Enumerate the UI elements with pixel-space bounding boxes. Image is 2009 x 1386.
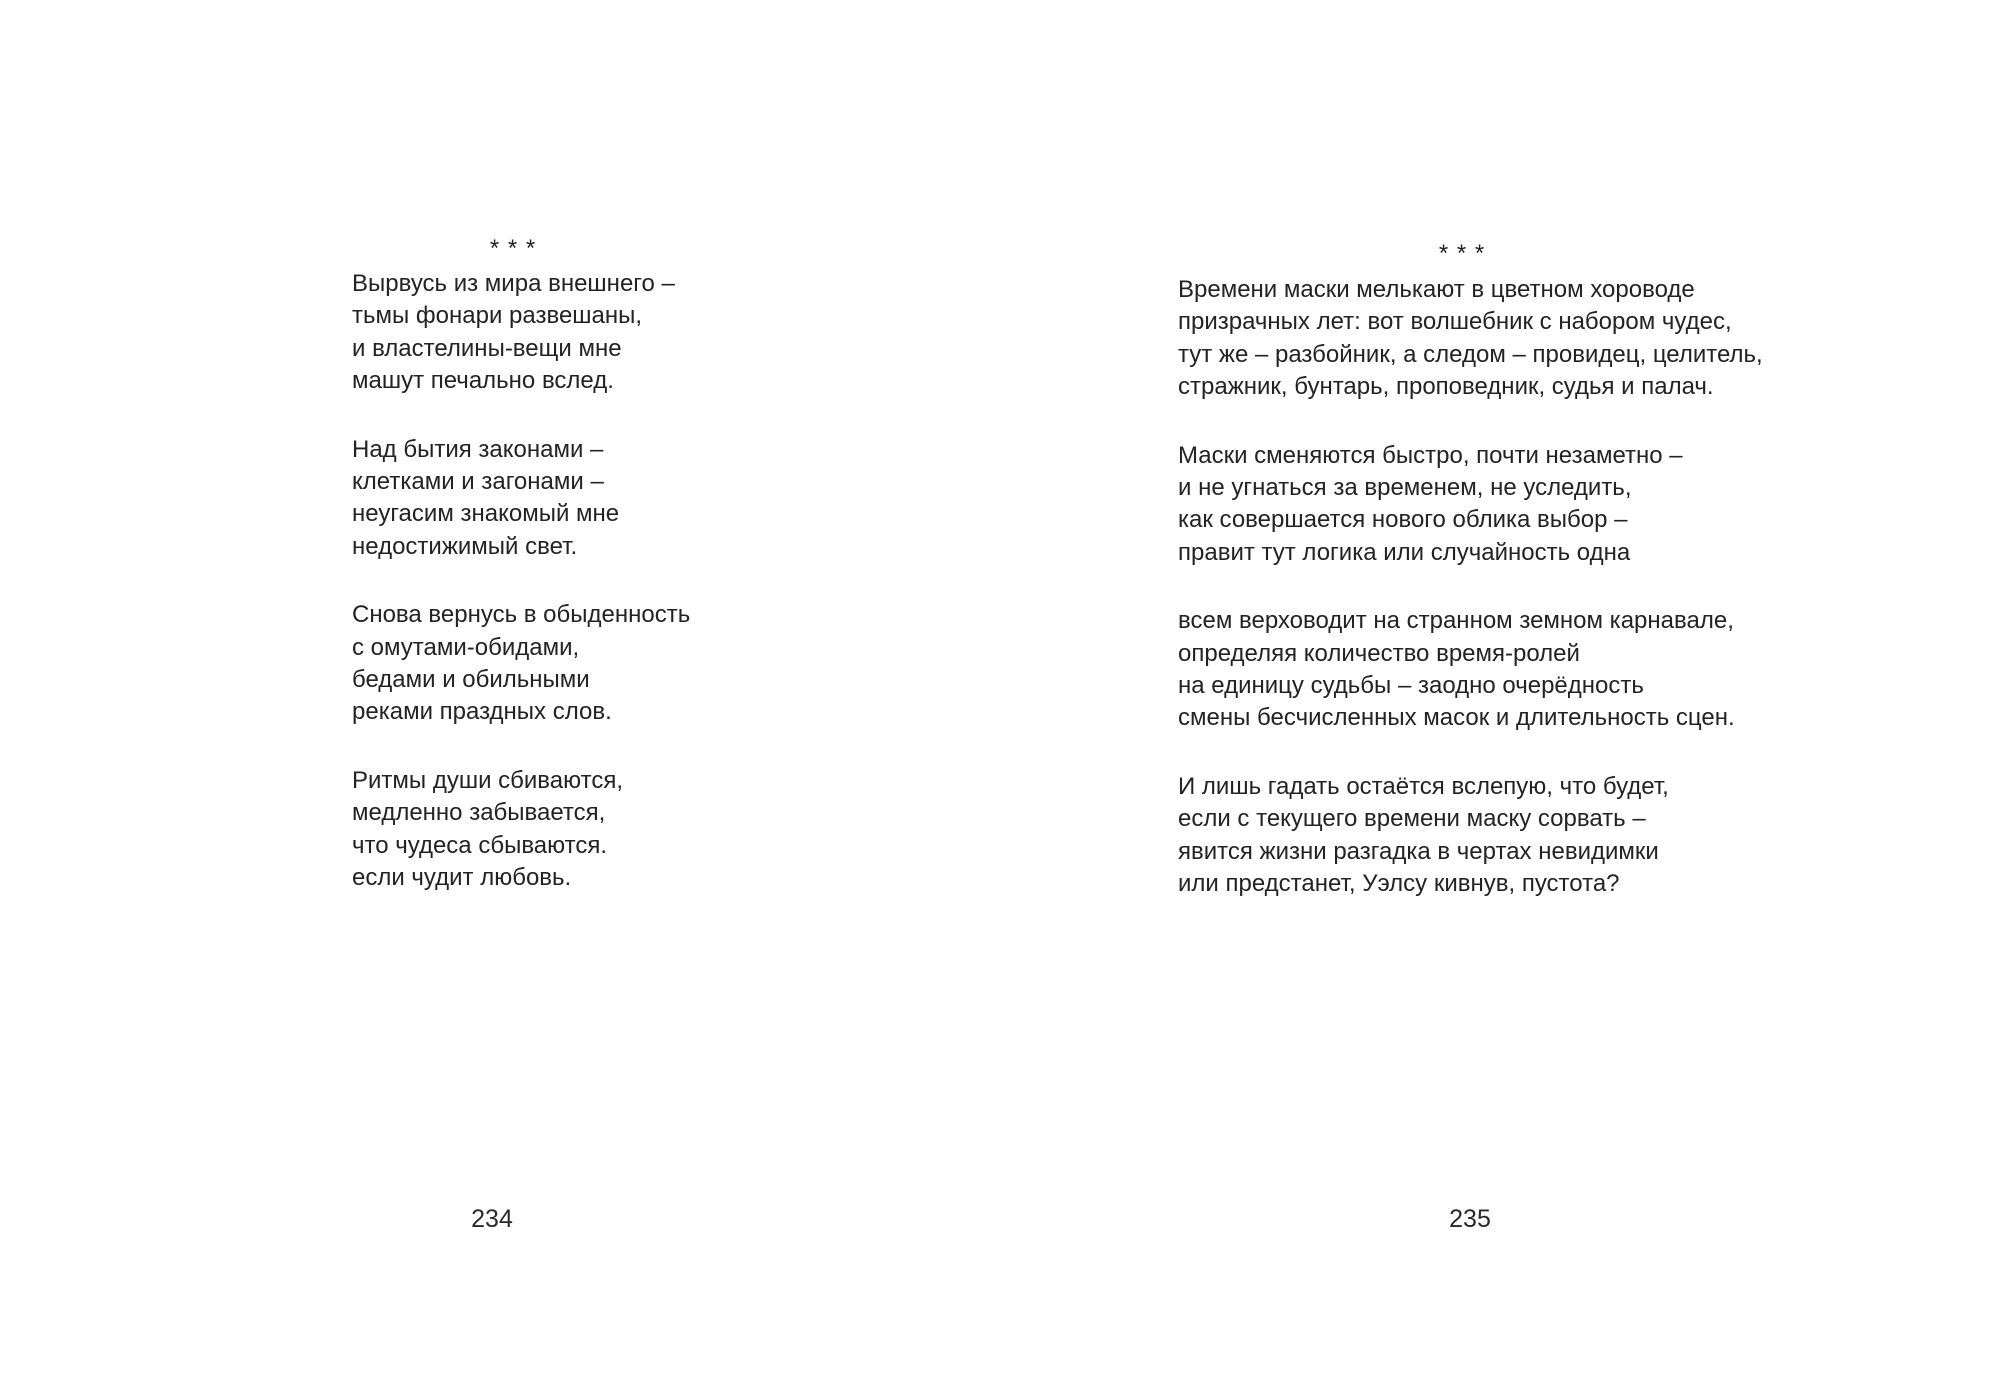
- poem-line: Маски сменяются быстро, почти незаметно –: [1178, 441, 1683, 469]
- stanza: [352, 599, 690, 729]
- poem-line: стражник, бунтарь, проповедник, судья и палач.: [1178, 373, 1714, 401]
- page-number-right: 235: [1449, 1205, 1491, 1233]
- poem-line: Снова вернусь в обыденность: [352, 601, 691, 629]
- poem-line: на единицу судьбы – заодно очерёдность: [1178, 672, 1644, 700]
- poem-line: или предстанет, Уэлсу кивнув, пустота?: [1178, 870, 1620, 898]
- poem-line: как совершается нового облика выбор –: [1178, 506, 1628, 534]
- poem-line: всем верховодит на странном земном карнавале,: [1178, 607, 1734, 635]
- poem-line: что чудеса сбываются.: [352, 831, 607, 859]
- poem-line: недостижимый свет.: [352, 532, 578, 560]
- poem-line: явится жизни разгадка в чертах невидимки: [1178, 837, 1659, 865]
- asterisk-separator-left: * * *: [489, 235, 537, 262]
- poem-line: неугасим знакомый мне: [352, 500, 620, 528]
- poem-line: смены бесчисленных масок и длительность сцен.: [1178, 704, 1735, 732]
- poem-line: клетками и загонами –: [352, 468, 604, 496]
- poem-line: медленно забывается,: [352, 799, 606, 827]
- poem-line: Над бытия законами –: [352, 435, 604, 463]
- page-number-left: 234: [471, 1205, 513, 1233]
- poem-line: если чудит любовь.: [352, 864, 572, 892]
- poem-line: реками праздных слов.: [352, 698, 612, 726]
- poem-line: бедами и обильными: [352, 666, 590, 694]
- poem-line: и властелины-вещи мне: [352, 334, 622, 362]
- asterisk-separator-right: * * *: [1438, 240, 1486, 267]
- poem-line: машут печально вслед.: [352, 367, 614, 395]
- poem-line: правит тут логика или случайность одна: [1178, 538, 1631, 566]
- poem-line: тут же – разбойник, а следом – провидец, целитель,: [1178, 340, 1763, 368]
- poem-left: [352, 268, 690, 931]
- poem-line: определяя количество время-ролей: [1178, 639, 1580, 667]
- poem-line: призрачных лет: вот волшебник с набором чудес,: [1178, 308, 1732, 336]
- stanza: [1178, 440, 1763, 570]
- poem-line: тьмы фонари развешаны,: [352, 302, 643, 330]
- poem-line: И лишь гадать остаётся вслепую, что будет,: [1178, 772, 1669, 800]
- stanza: [352, 765, 690, 895]
- poem-line: с омутами-обидами,: [352, 633, 580, 661]
- stanza: [1178, 274, 1763, 404]
- stanza: [1178, 771, 1763, 901]
- stanza: [1178, 605, 1763, 735]
- poem-line: Времени маски мелькают в цветном хороводе: [1178, 276, 1695, 303]
- stanza: [352, 268, 690, 398]
- poem-line: Вырвусь из мира внешнего –: [352, 270, 675, 297]
- poem-line: и не угнаться за временем, не уследить,: [1178, 474, 1632, 502]
- poem-right: [1178, 274, 1763, 937]
- poem-line: Ритмы души сбиваются,: [352, 766, 623, 794]
- stanza: [352, 434, 690, 564]
- poem-line: если с текущего времени маску сорвать –: [1178, 805, 1646, 833]
